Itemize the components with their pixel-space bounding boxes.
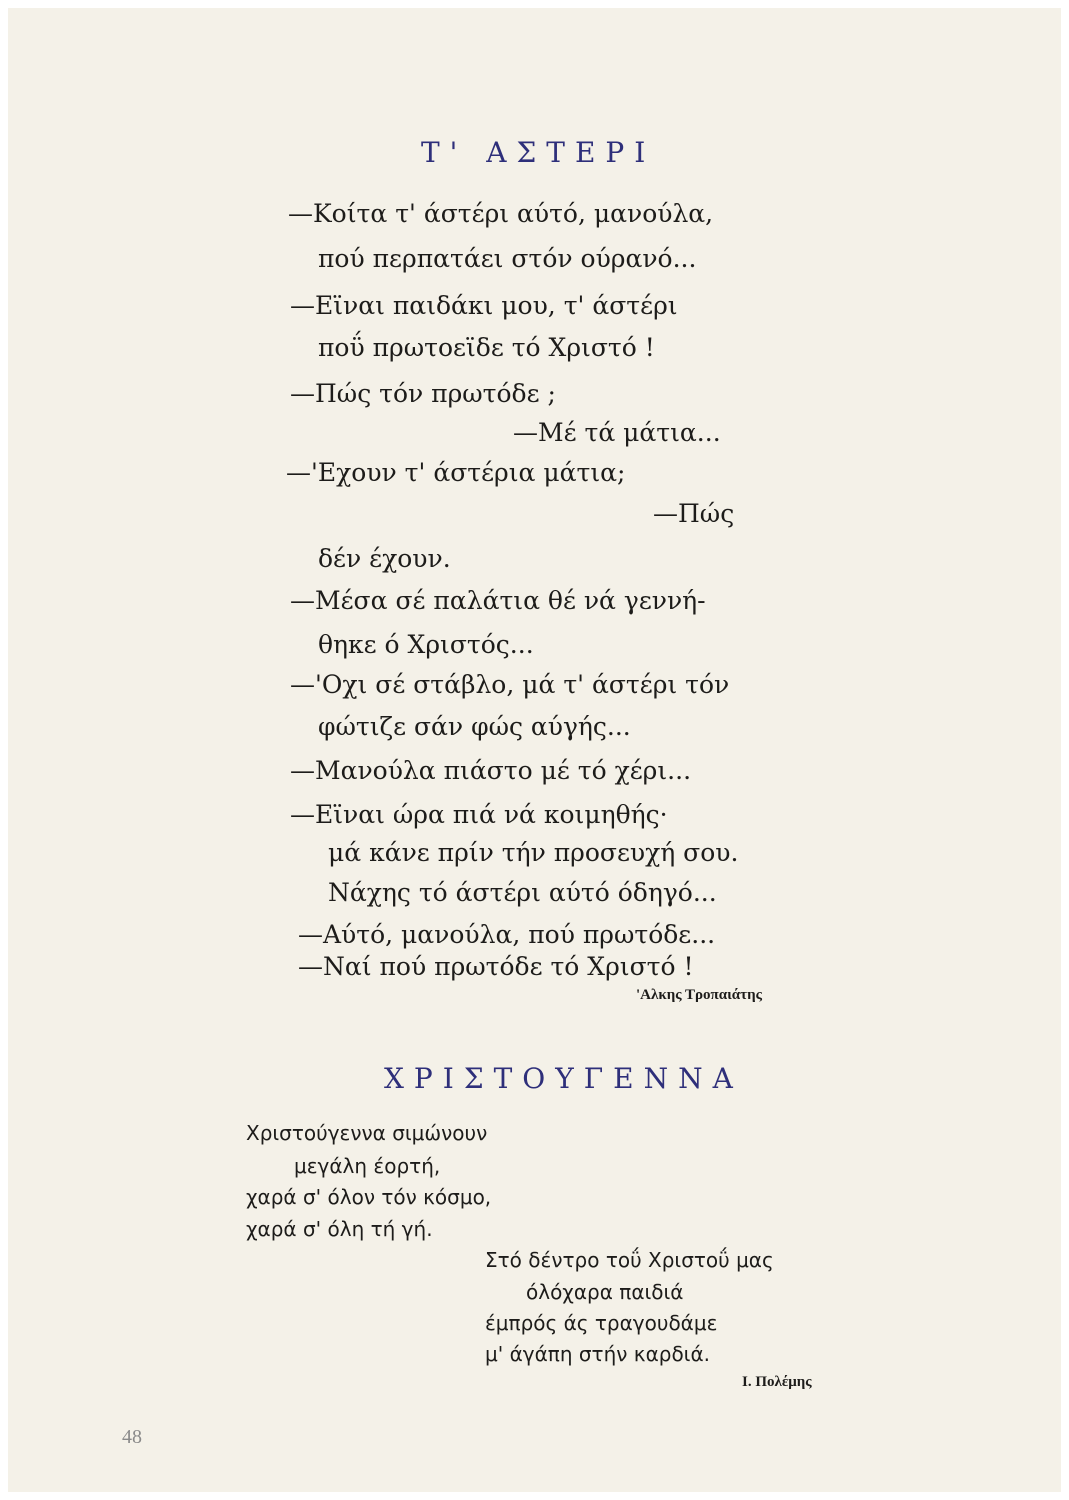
poem-line: ποΰ πρωτοεϊδε τό Χριστό ! [318,333,655,362]
poem-line: δέν έχουν. [318,544,451,573]
poem-line: χαρά σ' όλη τή γή. [246,1217,433,1241]
poem-line: —Πώς [653,499,735,528]
poem-line: Νάχης τό άστέρι αύτό όδηγό... [328,878,717,907]
page-number: 48 [122,1426,142,1448]
poem-line: —Μέσα σέ παλάτια θέ νά γεννή- [290,586,706,615]
poem-line: όλόχαρα παιδιά [526,1280,684,1304]
poem-line: μεγάλη έορτή, [294,1154,441,1178]
poem-line: —Εϊναι ώρα πιά νά κοιμηθής· [290,800,668,829]
poem-line: —'Εχουν τ' άστέρια μάτια; [286,458,626,487]
poem-line: —Κοίτα τ' άστέρι αύτό, μανούλα, [288,199,714,228]
poem-line: —Ναί πού πρωτόδε τό Χριστό ! [298,952,694,981]
poem-line: —Αύτό, μανούλα, πού πρωτόδε... [298,920,716,949]
poem-title: Τ' ΑΣΤΕΡΙ [421,136,656,169]
poem-line: μ' άγάπη στήν καρδιά. [485,1342,710,1366]
poem-line: έμπρός άς τραγουδάμε [485,1311,718,1335]
poem-line: —Πώς τόν πρωτόδε ; [290,379,556,408]
poem-line: θηκε ό Χριστός... [318,630,534,659]
poem-line: —Μέ τά μάτια... [513,418,721,447]
poem-line: Χριστούγεννα σιμώνουν [246,1121,488,1145]
poem-line: πού περπατάει στόν ούρανό... [318,244,697,273]
poem-line: —Μανούλα πιάστο μέ τό χέρι... [290,756,692,785]
poem-title: ΧΡΙΣΤΟΥΓΕΝΝΑ [384,1062,743,1095]
poem-line: φώτιζε σάν φώς αύγής... [318,712,631,741]
poem-line: —Εϊναι παιδάκι μου, τ' άστέρι [290,291,678,320]
poem-line: Στό δέντρο τοΰ Χριστοΰ μας [485,1248,774,1272]
poem-line: μά κάνε πρίν τήν προσευχή σου. [328,838,739,867]
poem-author: 'Αλκης Τροπαιάτης [636,987,762,1003]
book-page [8,8,1061,1492]
poem-line: χαρά σ' όλον τόν κόσμο, [246,1185,492,1209]
poem-author: Ι. Πολέμης [742,1374,812,1390]
poem-line: —'Οχι σέ στάβλο, μά τ' άστέρι τόν [290,670,730,699]
